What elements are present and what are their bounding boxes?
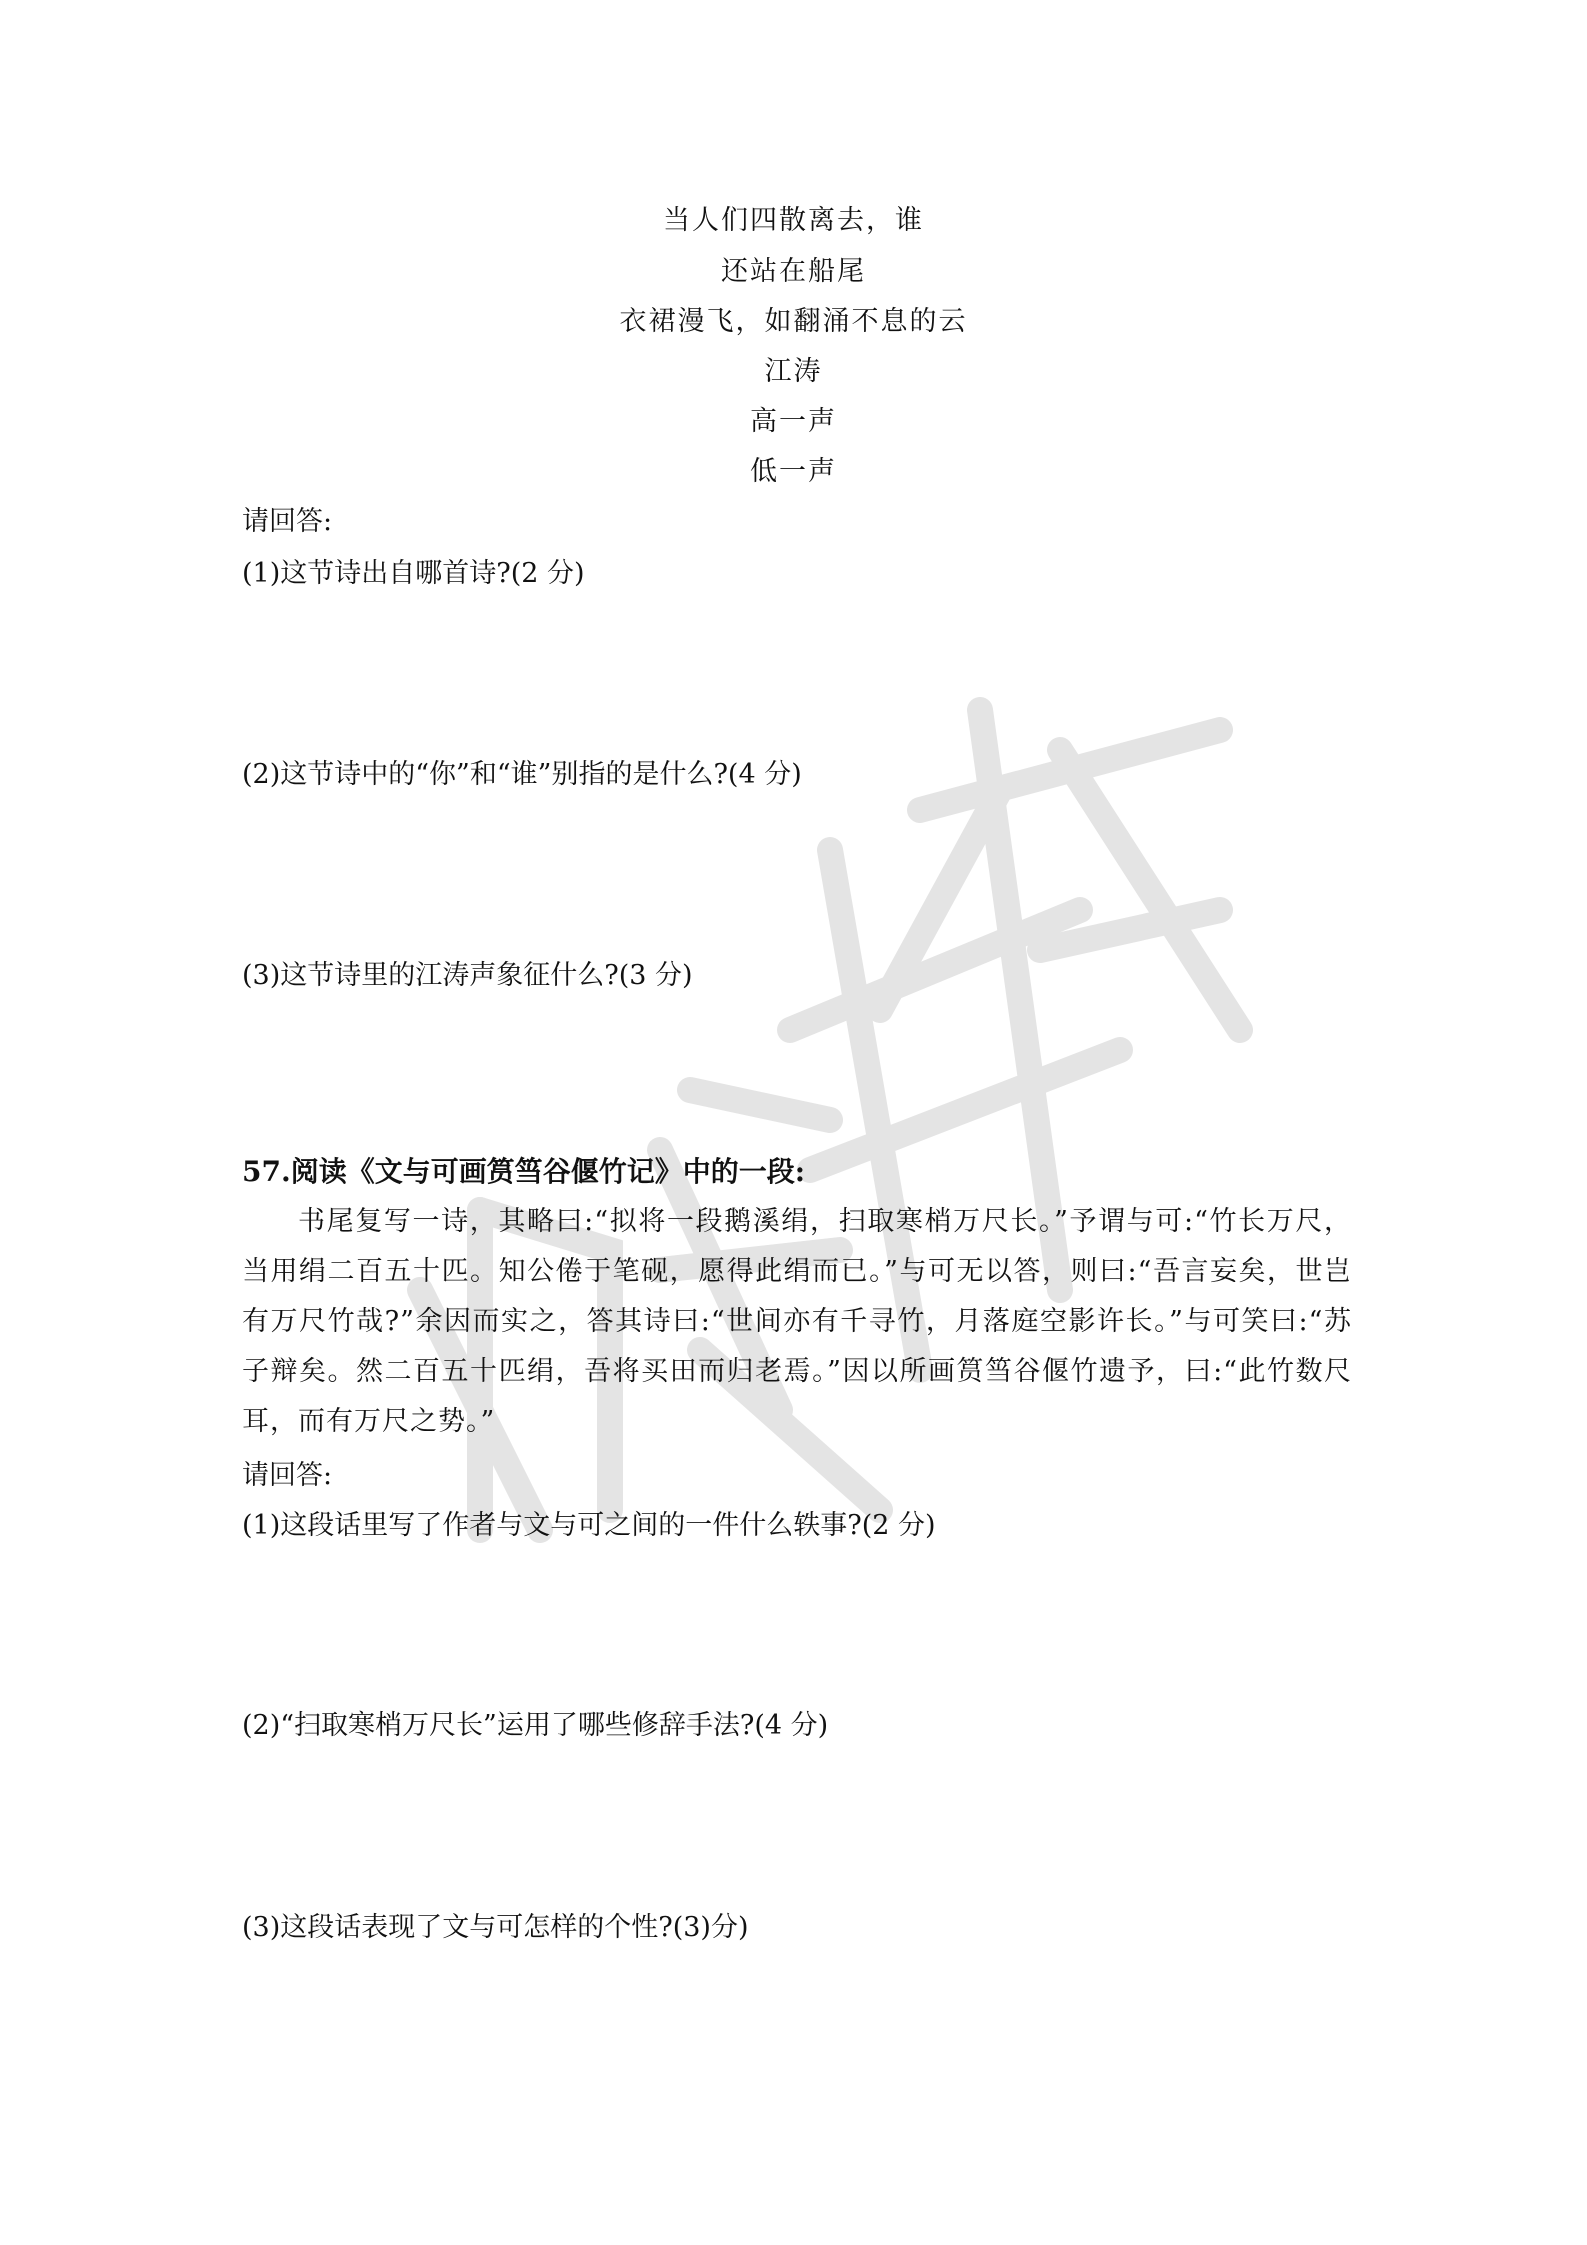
poem-line: 低一声: [750, 456, 837, 487]
question-item: (2)“扫取寒梢万尺长”运用了哪些修辞手法?(4 分): [242, 1710, 829, 1741]
question-item: (1)这段话里写了作者与文与可之间的一件什么轶事?(2 分): [242, 1510, 936, 1541]
poem-line: 当人们四散离去，谁: [663, 205, 924, 236]
answer-prompt: 请回答:: [242, 1460, 333, 1491]
question-item: (3)这段话表现了文与可怎样的个性?(3)分): [242, 1912, 749, 1943]
passage-text: 书尾复写一诗，其略曰:“拟将一段鹅溪绢，扫取寒梢万尺长。”予谓与可:“竹长万尺，当用绢二百五十匹。知公倦于笔砚，愿得此绢而已。”与可无以答，则曰:“吾言妄矣，世岂有万尺竹哉?”余因而实之，答其诗曰:“世间亦有千寻竹，月落庭空影许长。”与可笑曰:“苏子辩矣。然二百五十匹绢，吾将买田而归老焉。”因以所画筼筜谷偃竹遗予，曰:“此竹数尺耳，而有万尺之势。”: [242, 1206, 1352, 1437]
poem-line: 江涛: [764, 356, 823, 387]
poem-line: 还站在船尾: [721, 256, 866, 287]
question-item: (1)这节诗出自哪首诗?(2 分): [242, 558, 585, 589]
question-title: 57.阅读《文与可画筼筜谷偃竹记》中的一段:: [242, 1155, 806, 1188]
question-item: (3)这节诗里的江涛声象征什么?(3 分): [242, 960, 693, 991]
question-item: (2)这节诗中的“你”和“谁”别指的是什么?(4 分): [242, 759, 802, 790]
answer-prompt: 请回答:: [242, 506, 333, 537]
poem-line: 衣裙漫飞，如翻涌不息的云: [619, 306, 968, 337]
poem-line: 高一声: [750, 406, 837, 437]
